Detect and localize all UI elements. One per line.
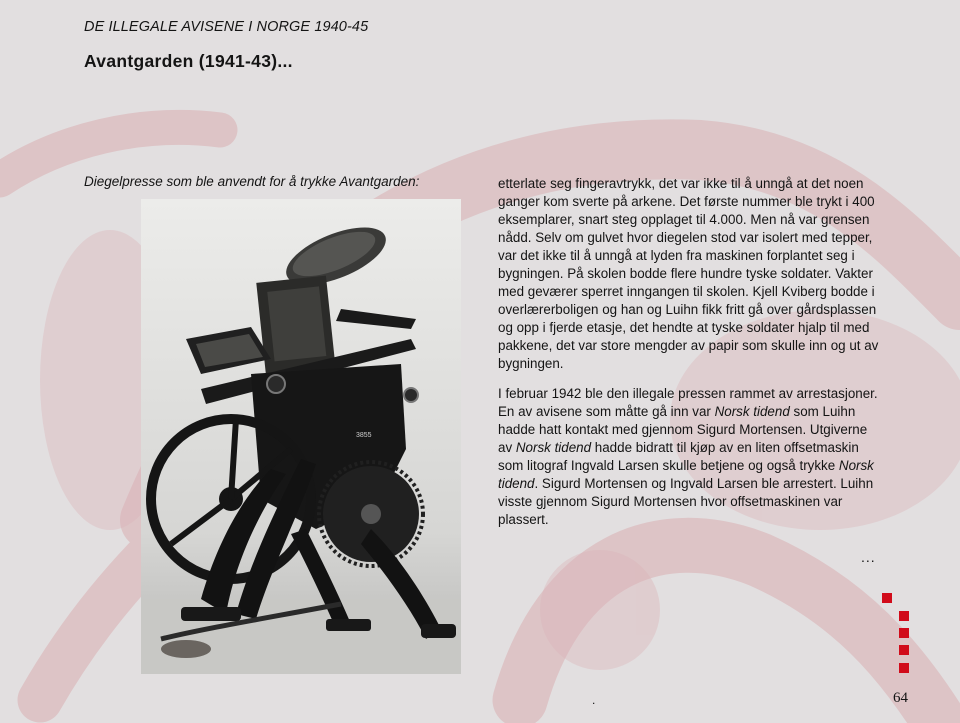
figure-caption: Diegelpresse som ble anvendt for å trykke Avantgarden:: [84, 174, 420, 189]
red-square: [899, 663, 909, 673]
paragraph-2: [498, 385, 880, 529]
red-square: [899, 628, 909, 638]
paragraph-1: etterlate seg fingeravtrykk, det var ikke til å unngå at det noen ganger kom sverte på arkene. Det første nummer ble trykt i 400 eksemplarer, snart steg opplaget til 4.000. Men nå var grensen nådd. Selv om gulvet hvor diegelen stod var isolert med tepper, var det ikke til å unngå at lyden fra maskinen forplantet seg i bygningen. På skolen bodde flere hundre tyske soldater. Vakter med geværer sperret inngangen til skolen. Kjell Kviberg bodde i overlærerboligen og han og Luihn fikk fritt gå over gårdsplassen og opp i fjerde etasje, det hendte at tyske soldater hjalp til med pakkene, det var store mengder av papir som skulle inn og ut av bygningen.: [498, 176, 879, 371]
paragraph-2-text: hadde bidratt til kjøp av en liten offsetmaskin som litograf Ingvald Larsen skulle betjene og også trykke: [498, 440, 859, 473]
series-header: DE ILLEGALE AVISENE I NORGE 1940-45: [84, 19, 369, 35]
paragraph-2-text: . Sigurd Mortensen og Ingvald Larsen ble arrestert. Luihn visste gjennom Sigurd Mortensen hvor offsetmaskinen var plassert.: [498, 476, 874, 527]
newspaper-name: Norsk tidend: [515, 440, 592, 455]
red-square: [882, 593, 892, 603]
page-title: Avantgarden (1941-43)...: [84, 51, 293, 71]
page-number: 64: [893, 690, 908, 706]
paragraph-2-text: som Luihn hadde hatt kontakt med gjennom Sigurd Mortensen. Utgiverne av: [498, 404, 868, 455]
plate-number-label: 3855: [356, 432, 372, 439]
red-square: [899, 611, 909, 621]
paragraph-2-text: I februar 1942 ble den illegale pressen rammet av arrestasjoner. En av avisene som måtte gå inn var: [498, 386, 878, 419]
platen-press-photo: [141, 199, 461, 674]
newspaper-name: Norsk tidend: [498, 458, 874, 491]
newspaper-name: Norsk tidend: [714, 404, 790, 419]
continuation-marker: ...: [861, 549, 876, 565]
footer-dot: .: [592, 693, 596, 707]
article-body: [498, 175, 880, 541]
red-square: [899, 645, 909, 655]
